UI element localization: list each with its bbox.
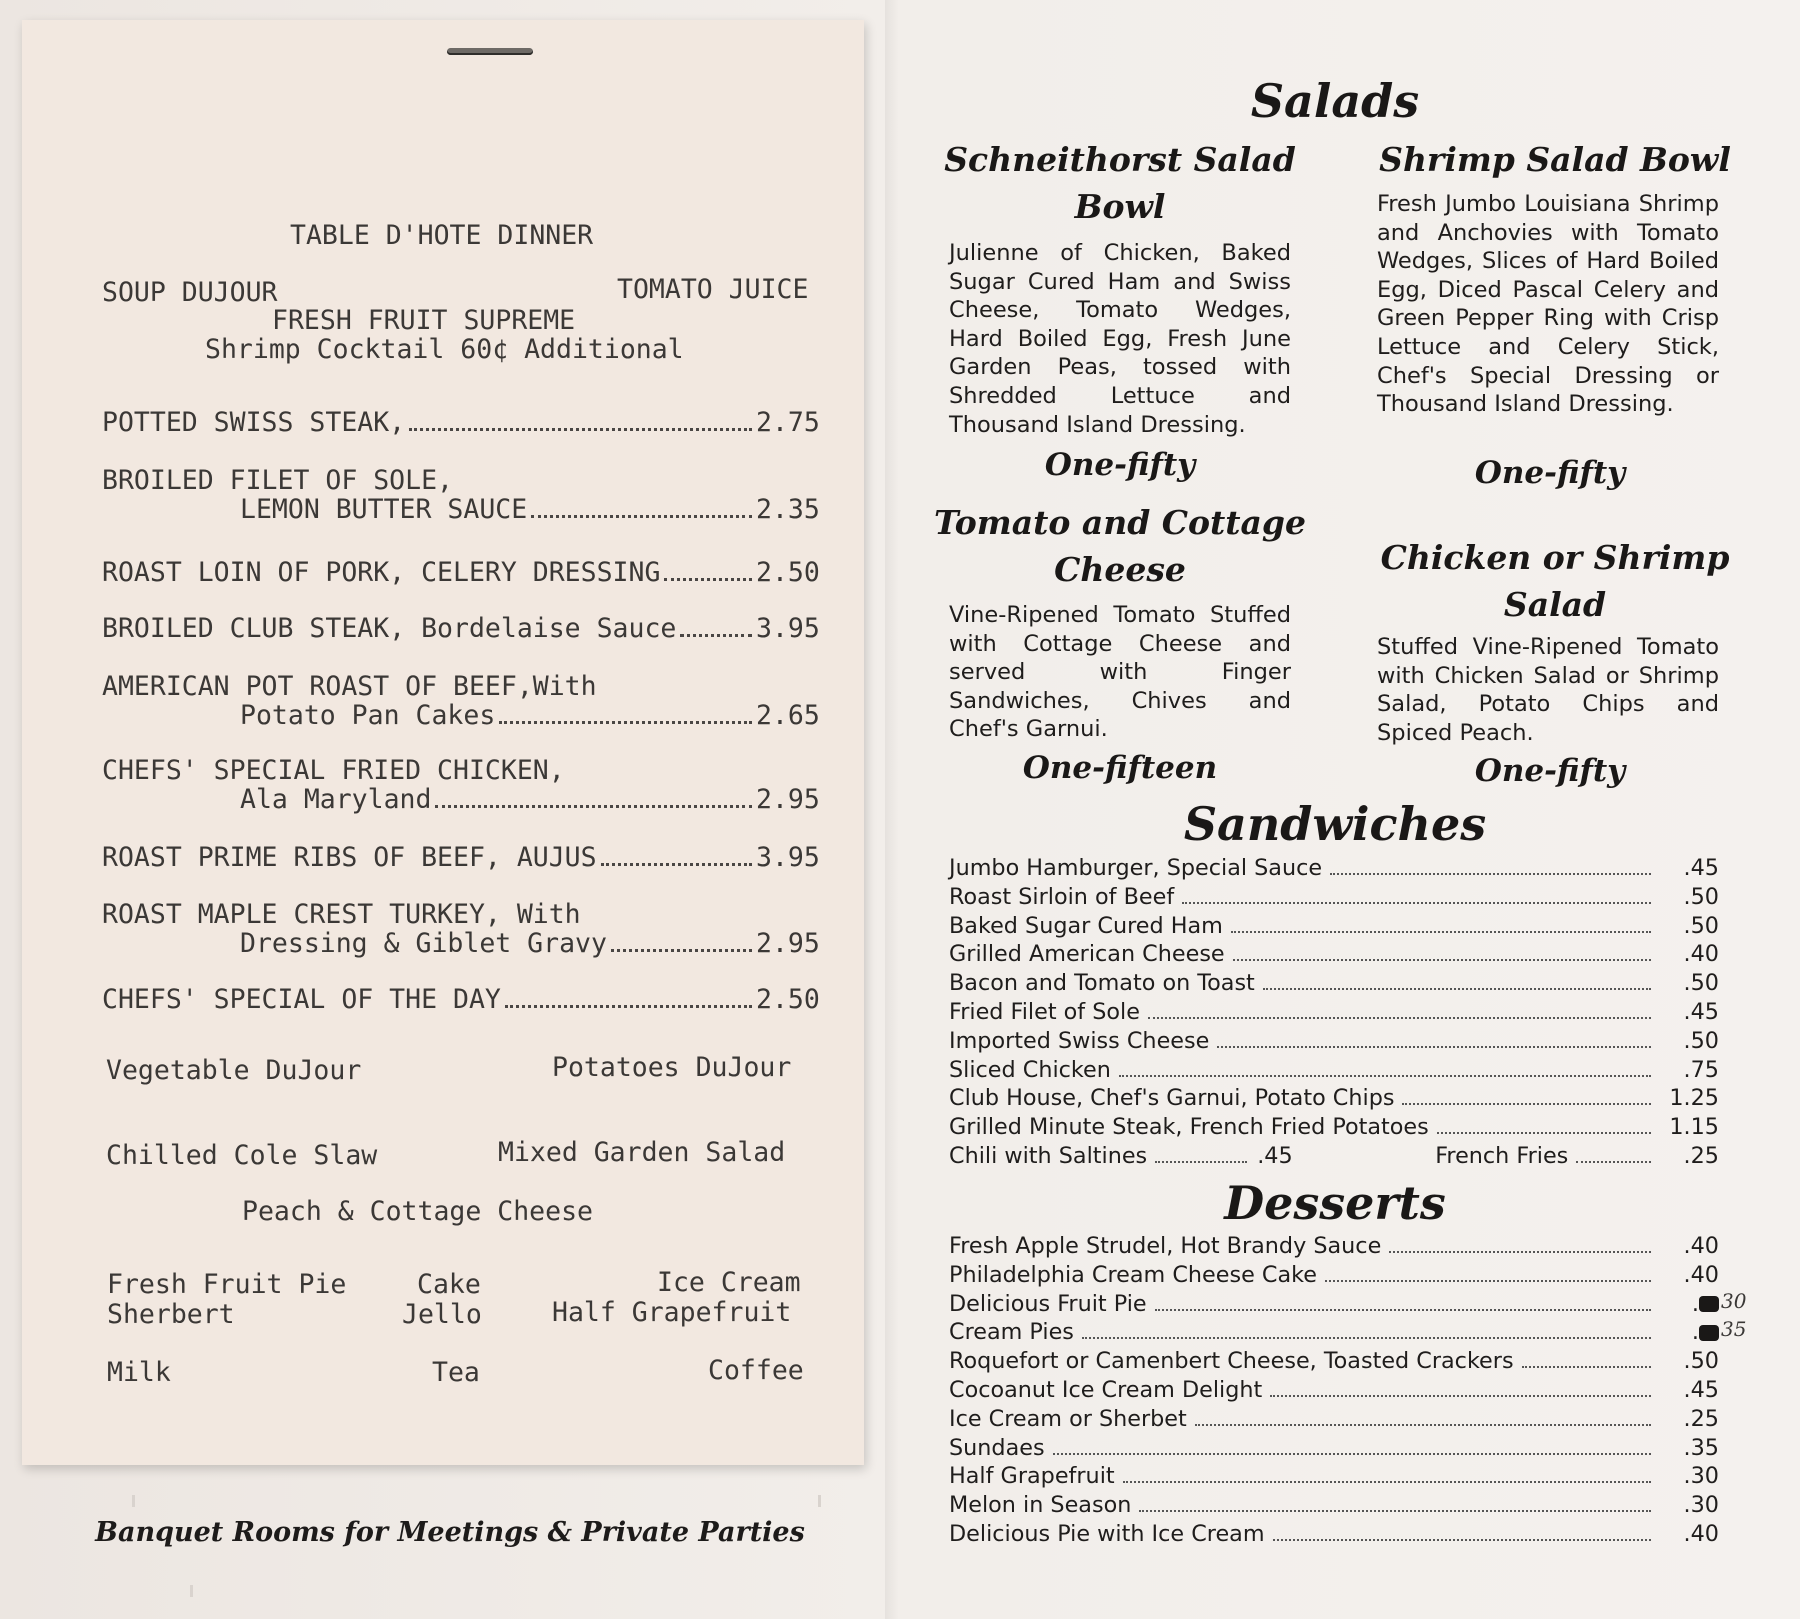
vegetable-dujour: Vegetable DuJour <box>106 1055 362 1086</box>
leader-dots <box>1082 1337 1651 1339</box>
item-price <box>1661 1377 1719 1403</box>
item-name: Roast Sirloin of Beef <box>949 883 1175 910</box>
fold-shadow <box>885 0 899 1619</box>
leader-dots <box>1217 1046 1651 1048</box>
entree-price: 2.65 <box>756 700 820 731</box>
item-name: Roquefort or Camenbert Cheese, Toasted Crackers <box>949 1348 1514 1375</box>
ice-cream: Ice Cream <box>657 1267 801 1298</box>
item-name: Cocoanut Ice Cream Delight <box>949 1376 1263 1403</box>
leader-dots <box>1522 1366 1651 1368</box>
pin-mark <box>818 1495 821 1507</box>
leader-dots <box>1437 1132 1651 1134</box>
entree-subline: Dressing & Giblet Gravy <box>240 928 607 959</box>
leader-dots <box>664 578 752 581</box>
leader-dots <box>499 721 752 724</box>
leader-dots <box>1402 1103 1651 1105</box>
dessert-row <box>949 1521 1719 1550</box>
leader-dots <box>1389 1251 1651 1253</box>
sandwich-row <box>949 970 1719 999</box>
salad-price: One-fifty <box>1474 753 1626 789</box>
item-price <box>1661 1463 1719 1489</box>
leader-dots <box>680 634 752 637</box>
salad-price: One-fifty <box>1044 447 1196 483</box>
entree-subline: LEMON BUTTER SAUCE <box>240 494 528 525</box>
item-price <box>1661 1288 1747 1317</box>
tomato-juice: TOMATO JUICE <box>617 274 809 305</box>
sandwich-row <box>949 1085 1719 1114</box>
leader-dots <box>1182 902 1651 904</box>
item-price-text: 1.25 <box>1669 1085 1719 1112</box>
item-price-text: .45 <box>1683 855 1719 881</box>
item-price <box>1661 1521 1719 1547</box>
sandwich-row <box>949 1143 1719 1172</box>
cake: Cake <box>417 1269 481 1300</box>
leader-dots <box>1148 1017 1651 1019</box>
item-name: Sliced Chicken <box>949 1056 1111 1083</box>
potatoes-dujour: Potatoes DuJour <box>552 1052 792 1083</box>
leader-dots <box>1233 959 1651 961</box>
entree-name: CHEFS' SPECIAL FRIED CHICKEN, <box>102 755 565 786</box>
chilled-cole-slaw: Chilled Cole Slaw <box>106 1140 378 1171</box>
entree-name: CHEFS' SPECIAL OF THE DAY <box>102 984 501 1015</box>
sandwich-row <box>949 884 1719 913</box>
item-price-text: .50 <box>1683 883 1719 910</box>
sandwich-list <box>949 855 1719 1172</box>
sandwiches-heading: Sandwiches <box>1183 797 1487 851</box>
coffee: Coffee <box>708 1355 804 1386</box>
leader-dots <box>1123 1481 1651 1483</box>
leader-dots <box>435 805 752 808</box>
soup-dujour: SOUP DUJOUR <box>102 277 278 308</box>
item-price-text: .50 <box>1683 1027 1719 1054</box>
salad-price: One-fifteen <box>1022 750 1218 786</box>
insert-title: TABLE D'HOTE DINNER <box>290 220 594 251</box>
leader-dots <box>1263 988 1651 990</box>
item-name: Fried Filet of Sole <box>949 998 1140 1025</box>
leader-dots <box>409 428 752 431</box>
shrimp-cocktail-note: Shrimp Cocktail 60¢ Additional <box>205 334 684 365</box>
item-name: Club House, Chef's Garnui, Potato Chips <box>949 1085 1395 1112</box>
item-price: .25 <box>1683 1142 1719 1169</box>
leader-dots <box>1273 1539 1651 1541</box>
item-name: Grilled American Cheese <box>949 941 1225 968</box>
item-price <box>1661 1348 1719 1374</box>
entree-price: 3.95 <box>756 842 820 873</box>
leader-dots <box>1270 1395 1651 1397</box>
fresh-fruit-supreme: FRESH FRUIT SUPREME <box>272 305 576 336</box>
dessert-row <box>949 1317 1747 1348</box>
milk: Milk <box>107 1357 171 1388</box>
item-name: French Fries <box>1435 1142 1569 1169</box>
item-price-text: .40 <box>1683 941 1719 968</box>
entree-name: ROAST LOIN OF PORK, CELERY DRESSING <box>102 557 661 588</box>
item-price-text: .50 <box>1683 1348 1719 1375</box>
item-price-text: .40 <box>1683 1233 1719 1259</box>
item-name: Half Grapefruit <box>949 1463 1115 1490</box>
item-price <box>1661 913 1719 939</box>
item-price <box>1661 970 1719 996</box>
pin-mark <box>132 1495 135 1507</box>
salad-name: Salad <box>1503 585 1607 624</box>
item-price-text: .50 <box>1683 970 1719 997</box>
dessert-row <box>949 1463 1719 1492</box>
salad-name: Bowl <box>1074 187 1166 226</box>
item-name: Delicious Pie with Ice Cream <box>949 1520 1265 1547</box>
leader-dots <box>1576 1161 1651 1163</box>
dessert-row <box>949 1288 1747 1320</box>
item-price <box>1661 1085 1719 1111</box>
dessert-row <box>949 1262 1719 1291</box>
entree-price: 2.35 <box>756 494 820 525</box>
table-dhote-insert <box>22 20 864 1465</box>
entree-name: BROILED CLUB STEAK, Bordelaise Sauce <box>102 613 677 644</box>
item-name: Sundaes <box>949 1434 1045 1461</box>
item-name: Grilled Minute Steak, French Fried Potatoes <box>949 1114 1429 1141</box>
entree-name: AMERICAN POT ROAST OF BEEF,With <box>102 671 597 702</box>
leader-dots <box>601 863 752 866</box>
handwritten-price: 30 <box>1721 1288 1747 1313</box>
entree-name: BROILED FILET OF SOLE, <box>102 465 453 496</box>
sandwich-row <box>949 999 1719 1028</box>
entree-price: 2.50 <box>756 557 820 588</box>
item-price-text: .35 <box>1683 1434 1719 1461</box>
sherbert: Sherbert <box>107 1299 235 1330</box>
item-price-text: . <box>1691 1319 1699 1346</box>
dessert-row <box>949 1435 1719 1464</box>
entree-subline: Ala Maryland <box>240 784 432 815</box>
pin-mark <box>190 1585 193 1597</box>
item-name: Bacon and Tomato on Toast <box>949 970 1255 997</box>
mixed-garden-salad: Mixed Garden Salad <box>498 1137 786 1168</box>
leader-dots <box>1155 1161 1247 1163</box>
fresh-fruit-pie: Fresh Fruit Pie <box>107 1269 347 1300</box>
sandwich-row <box>949 1114 1719 1143</box>
item-price <box>1661 1406 1719 1432</box>
salad-name: Chicken or Shrimp <box>1380 538 1730 577</box>
item-name: Melon in Season <box>949 1492 1132 1519</box>
jello: Jello <box>402 1299 482 1330</box>
salad-description: Vine-Ripened Tomato Stuffed with Cottage Cheese and served with Finger Sandwiches, Chives and Chef's Garnui. <box>949 602 1291 743</box>
salad-description: Stuffed Vine-Ripened Tomato with Chicken Salad or Shrimp Salad, Potato Chips and Spiced Peach. <box>1377 634 1719 746</box>
leader-dots <box>1325 1280 1651 1282</box>
entree-name: ROAST PRIME RIBS OF BEEF, AUJUS <box>102 842 597 873</box>
item-price <box>1661 1262 1719 1288</box>
leader-dots <box>531 515 752 518</box>
handwritten-price: 35 <box>1721 1317 1747 1342</box>
salad-name: Cheese <box>1054 550 1186 589</box>
salad-name: Schneithorst Salad <box>944 140 1296 179</box>
leader-dots <box>611 949 752 952</box>
item-price <box>1661 941 1719 967</box>
item-price-text: .40 <box>1683 1520 1719 1547</box>
item-name: Jumbo Hamburger, Special Sauce <box>949 855 1323 881</box>
item-price-text: .25 <box>1683 1405 1719 1432</box>
ink-blot <box>1699 1325 1719 1341</box>
item-name: Ice Cream or Sherbet <box>949 1405 1187 1432</box>
item-price <box>1661 1435 1719 1461</box>
entree-price: 2.95 <box>756 928 820 959</box>
entree-price: 3.95 <box>756 613 820 644</box>
item-name: Cream Pies <box>949 1319 1074 1346</box>
item-name: Imported Swiss Cheese <box>949 1027 1210 1054</box>
salad-name: Shrimp Salad Bowl <box>1379 140 1731 179</box>
item-price-text: .30 <box>1683 1463 1719 1490</box>
entree-subline: Potato Pan Cakes <box>240 700 496 731</box>
dessert-row <box>949 1492 1719 1521</box>
banquet-rooms-footer: Banquet Rooms for Meetings & Private Parties <box>95 1517 805 1548</box>
salad-name: Tomato and Cottage <box>934 503 1306 542</box>
item-price <box>1661 1233 1719 1259</box>
salad-description: Fresh Jumbo Louisiana Shrimp and Anchovies with Tomato Wedges, Slices of Hard Boiled Egg, Diced Pascal Celery and Green Pepper Ring with Crisp Lettuce and Celery Stick, Chef's Special Dressing or Thousand Island Dressing. <box>1377 191 1719 418</box>
item-price <box>1661 1057 1719 1083</box>
leader-dots <box>1053 1453 1651 1455</box>
leader-dots <box>1330 873 1651 875</box>
sandwich-row <box>949 855 1719 884</box>
item-price <box>1661 884 1719 910</box>
sandwich-row <box>949 941 1719 970</box>
item-price <box>1661 1028 1719 1054</box>
item-name: Baked Sugar Cured Ham <box>949 912 1223 939</box>
dessert-row <box>949 1233 1719 1262</box>
item-price-text: .50 <box>1683 912 1719 939</box>
leader-dots <box>1119 1075 1651 1077</box>
peach-cottage-cheese: Peach & Cottage Cheese <box>242 1196 593 1227</box>
item-name: Philadelphia Cream Cheese Cake <box>949 1261 1317 1288</box>
entree-price: 2.50 <box>756 984 820 1015</box>
dessert-row <box>949 1377 1719 1406</box>
leader-dots <box>1139 1510 1651 1512</box>
item-price <box>1661 1317 1747 1346</box>
leader-dots <box>1155 1309 1651 1311</box>
item-price-text: .75 <box>1683 1056 1719 1083</box>
leader-dots <box>505 1005 752 1008</box>
salad-price: One-fifty <box>1474 455 1626 491</box>
entree-price: 2.75 <box>756 407 820 438</box>
dessert-row <box>949 1406 1719 1435</box>
leader-dots <box>1231 931 1651 933</box>
item-price-text: .45 <box>1683 1376 1719 1403</box>
entree-price: 2.95 <box>756 784 820 815</box>
sandwich-row <box>949 913 1719 942</box>
sandwich-row <box>949 1057 1719 1086</box>
item-price-text: .40 <box>1683 1261 1719 1288</box>
item-price <box>1661 1492 1719 1518</box>
item-name: Delicious Fruit Pie <box>949 1290 1147 1317</box>
leader-dots <box>1195 1424 1651 1426</box>
item-price <box>1661 1114 1719 1140</box>
item-name: Chili with Saltines <box>949 1142 1148 1169</box>
entree-name: POTTED SWISS STEAK, <box>102 407 406 438</box>
item-price: .45 <box>1257 1142 1293 1169</box>
item-price <box>1661 855 1719 881</box>
dessert-row <box>949 1348 1719 1377</box>
item-price-text: .30 <box>1683 1492 1719 1519</box>
salad-description: Julienne of Chicken, Baked Sugar Cured Ham and Swiss Cheese, Tomato Wedges, Hard Boiled Egg, Fresh June Garden Peas, tossed with Shredded Lettuce and Thousand Island Dressing. <box>949 240 1291 438</box>
ink-blot <box>1699 1296 1719 1312</box>
tea: Tea <box>432 1357 480 1388</box>
item-price <box>1661 999 1719 1025</box>
half-grapefruit: Half Grapefruit <box>552 1297 792 1328</box>
staple <box>447 48 533 55</box>
item-price-text: . <box>1691 1290 1699 1317</box>
desserts-heading: Desserts <box>1224 1176 1446 1230</box>
item-price-text: 1.15 <box>1669 1114 1719 1141</box>
item-price-text: .45 <box>1683 998 1719 1025</box>
entree-name: ROAST MAPLE CREST TURKEY, With <box>102 899 581 930</box>
item-name: Fresh Apple Strudel, Hot Brandy Sauce <box>949 1233 1382 1259</box>
sandwich-row <box>949 1028 1719 1057</box>
dessert-list <box>949 1233 1747 1550</box>
salads-heading: Salads <box>1250 74 1420 128</box>
